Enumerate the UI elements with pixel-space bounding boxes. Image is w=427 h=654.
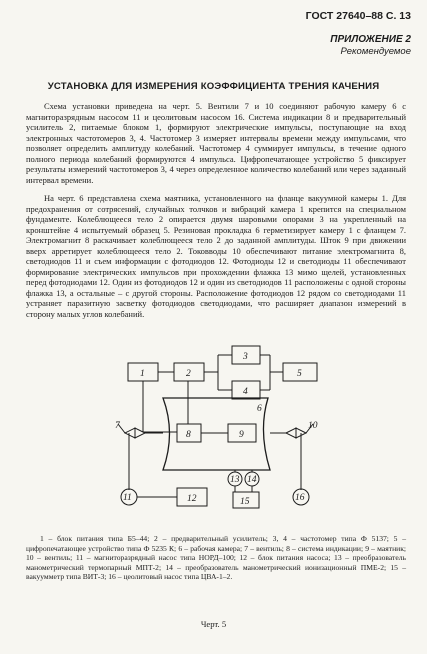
section-title: УСТАНОВКА ДЛЯ ИЗМЕРЕНИЯ КОЭФФИЦИЕНТА ТРЕНИЯ КАЧЕНИЯ <box>47 81 380 92</box>
chamber-6-outline <box>163 398 270 470</box>
paragraph-text: Схема установки приведена на черт. 5. Вентили 7 и 10 соединяют рабочую камеру 6 с магниторазрядным насосом 11 и цеолитовым насосом 16. Система индикации 8 и предварительный усилитель 2, питаемые блоком 1, формируют электрические импульсы, поступающие на вход электронных частотомеров 3, 4. Частотомер 3 измеряет интервалы времени между импульсами, что позволяет определить амплитуду колебаний. Частотомер 4 суммирует импульсы, в течение одного полного периода колебаний формируются 4 импульса. Цифропечатающее устройство 5 фиксирует результаты измерений частотомеров 3, 4 через определенное количество колебаний или через заданный интервал времени. <box>26 101 406 185</box>
label-15: 15 <box>240 497 250 507</box>
label-4: 4 <box>243 387 248 397</box>
label-1: 1 <box>140 369 145 379</box>
label-10: 10 <box>308 421 318 431</box>
paragraph-text: На черт. 6 представлена схема маятника, установленного на фланце вакуумной камеры 1. Для предохранения от сотрясений, случайных толчков и вибраций камера 1 крепится на специальном фундаменте. Колеблющееся тело 2 опирается двумя шаровыми опорами 3 на укрепленный на кронштейне 4 испытуемый образец 5. Резиновая прокладка 6 герметизирует камеру 1 с фланцем 7. Электромагнит 8 раскачивает колеблющееся тело 2 до заданной амплитуды. Шток 9 при движении вверх арретирует колеблющееся тело 2. Токовводы 10 обеспечивают питание электромагнита 8, светодиодов 11 и съем информации с фотодиодов 12. Фотодиоды 12 и светодиоды 11 обеспечивают формирование электрических импульсов при прохождении флажка 13 мимо щелей, установленных перед фотодиодами 12. Один из фотодиодов 12 и один из светодиодов 11 расположены с одной стороны флажка 13, а остальные – с другой стороны. Расположение фотодиодов 12 рядом со светодиодами 11 устраняет паразитную засветку фотодиодов светодиодами, что расширяет диапазон измерений в сторону малых углов колебаний. <box>26 193 406 319</box>
label-2: 2 <box>186 369 191 379</box>
label-11: 11 <box>123 493 132 503</box>
figure-label: Черт. 5 <box>200 619 227 629</box>
label-12: 12 <box>187 494 197 504</box>
page-header: ГОСТ 27640–88 С. 13 <box>305 10 411 22</box>
label-7: 7 <box>115 421 120 431</box>
label-16: 16 <box>295 493 305 503</box>
label-3: 3 <box>243 352 248 362</box>
valve-7 <box>118 424 163 490</box>
label-13: 13 <box>230 475 240 485</box>
caption-text: 1 – блок питания типа Б5–44; 2 – предварительный усилитель; 3, 4 – частотомер типа Ф 5137; 5 – цифропечатающее устройство типа Ф 5235 К; 6 – рабочая камера; 7 – вентиль; 8 – система индикации; 9 – маятник; 10 – вентиль; 11 – магниторазрядный насос типа НОРД–100; 12 – блок питания насоса; 13 – преобразователь манометрический термопарный МПТ-2; 14 – преобразователь манометрический ионизационный ПМЕ-2; 15 – вакуумметр типа ВИТ-3; 16 – цеолитовый насос типа ЦВА-1–2. <box>26 534 406 582</box>
label-8: 8 <box>186 430 191 440</box>
label-14: 14 <box>247 475 257 485</box>
appendix-title: ПРИЛОЖЕНИЕ 2 <box>330 34 411 45</box>
label-9: 9 <box>239 430 244 440</box>
label-5: 5 <box>297 369 302 379</box>
label-6: 6 <box>257 404 262 414</box>
valve-10 <box>270 424 313 490</box>
appendix-subtitle: Рекомендуемое <box>340 46 411 57</box>
figure-caption <box>26 534 406 582</box>
